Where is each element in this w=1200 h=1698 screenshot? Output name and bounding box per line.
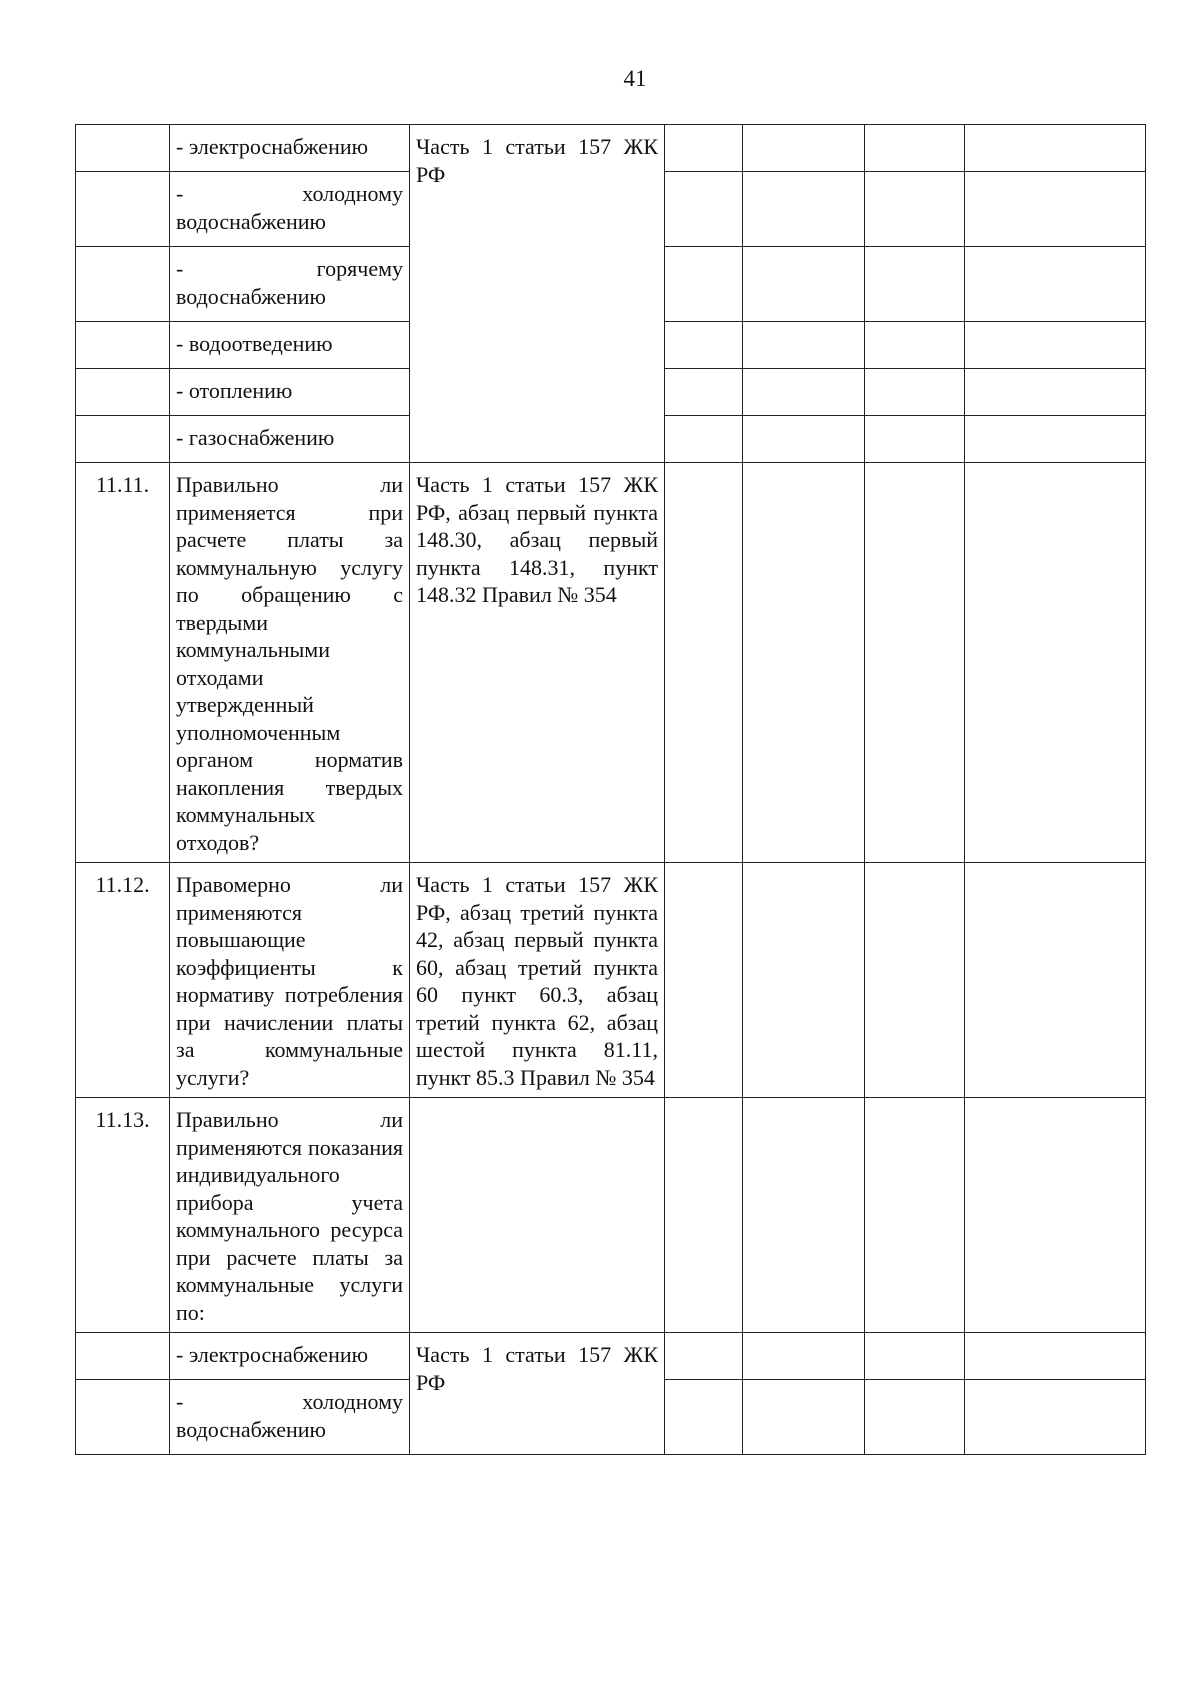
answer-cell xyxy=(665,322,743,369)
answer-cell xyxy=(743,1333,865,1380)
row-number-cell: 11.11. xyxy=(76,463,170,863)
row-number-cell xyxy=(76,125,170,172)
answer-cell xyxy=(665,247,743,322)
answer-cell xyxy=(865,1333,965,1380)
checklist-table xyxy=(75,124,1146,1455)
answer-cell xyxy=(865,416,965,463)
answer-cell xyxy=(743,322,865,369)
legal-basis-cell: Часть 1 статьи 157 ЖК РФ xyxy=(410,125,665,463)
answer-cell xyxy=(865,369,965,416)
question-cell: Правильно ли применяется при расчете платы за коммунальную услугу по обращению с твердыми коммунальными отходами утвержденный уполномоченным органом норматив накопления твердых коммунальных отходов? xyxy=(170,463,410,863)
comment-cell xyxy=(965,172,1146,247)
page-number: 41 xyxy=(623,66,647,91)
row-number-cell xyxy=(76,322,170,369)
comment-cell xyxy=(965,1333,1146,1380)
answer-cell xyxy=(865,247,965,322)
answer-cell xyxy=(665,1098,743,1333)
sub-item-cell: - электроснабжению xyxy=(170,1333,410,1380)
comment-cell xyxy=(965,463,1146,863)
table-row xyxy=(76,1098,1146,1333)
row-number-cell xyxy=(76,247,170,322)
table-row xyxy=(76,463,1146,863)
sub-item-cell: - водоотведению xyxy=(170,322,410,369)
comment-cell xyxy=(965,1380,1146,1455)
row-number-cell xyxy=(76,416,170,463)
answer-cell xyxy=(743,1380,865,1455)
answer-cell xyxy=(743,172,865,247)
answer-cell xyxy=(743,863,865,1098)
answer-cell xyxy=(665,172,743,247)
sub-item-cell: - холодному водоснабжению xyxy=(170,172,410,247)
question-cell: Правомерно ли применяются повышающие коэффициенты к нормативу потребления при начислении платы за коммунальные услуги? xyxy=(170,863,410,1098)
answer-cell xyxy=(665,1380,743,1455)
row-number-cell xyxy=(76,1380,170,1455)
answer-cell xyxy=(865,172,965,247)
answer-cell xyxy=(743,247,865,322)
row-number-cell xyxy=(76,369,170,416)
table-row xyxy=(76,863,1146,1098)
answer-cell xyxy=(743,369,865,416)
sub-item-cell: - отоплению xyxy=(170,369,410,416)
comment-cell xyxy=(965,247,1146,322)
legal-basis-cell: Часть 1 статьи 157 ЖК РФ, абзац первый пункта 148.30, абзац первый пункта 148.31, пункт 148.32 Правил № 354 xyxy=(410,463,665,863)
row-number-cell: 11.12. xyxy=(76,863,170,1098)
answer-cell xyxy=(665,369,743,416)
answer-cell xyxy=(665,463,743,863)
answer-cell xyxy=(865,1380,965,1455)
answer-cell xyxy=(865,863,965,1098)
legal-basis-cell xyxy=(410,1098,665,1333)
row-number-cell xyxy=(76,172,170,247)
comment-cell xyxy=(965,416,1146,463)
table-row xyxy=(76,125,1146,172)
sub-item-cell: - холодному водоснабжению xyxy=(170,1380,410,1455)
answer-cell xyxy=(865,1098,965,1333)
answer-cell xyxy=(743,416,865,463)
answer-cell xyxy=(743,463,865,863)
comment-cell xyxy=(965,1098,1146,1333)
answer-cell xyxy=(865,125,965,172)
answer-cell xyxy=(743,125,865,172)
answer-cell xyxy=(865,463,965,863)
sub-item-cell: - горячему водоснабжению xyxy=(170,247,410,322)
answer-cell xyxy=(665,416,743,463)
answer-cell xyxy=(665,863,743,1098)
legal-basis-cell: Часть 1 статьи 157 ЖК РФ, абзац третий пункта 42, абзац первый пункта 60, абзац третий пункта 60 пункт 60.3, абзац третий пункта 62, абзац шестой пункта 81.11, пункт 85.3 Правил № 354 xyxy=(410,863,665,1098)
comment-cell xyxy=(965,369,1146,416)
answer-cell xyxy=(743,1098,865,1333)
comment-cell xyxy=(965,863,1146,1098)
answer-cell xyxy=(865,322,965,369)
comment-cell xyxy=(965,125,1146,172)
sub-item-cell: - газоснабжению xyxy=(170,416,410,463)
row-number-cell: 11.13. xyxy=(76,1098,170,1333)
answer-cell xyxy=(665,125,743,172)
legal-basis-cell: Часть 1 статьи 157 ЖК РФ xyxy=(410,1333,665,1455)
question-cell: Правильно ли применяются показания индивидуального прибора учета коммунального ресурса при расчете платы за коммунальные услуги по: xyxy=(170,1098,410,1333)
row-number-cell xyxy=(76,1333,170,1380)
table-row xyxy=(76,1333,1146,1380)
sub-item-cell: - электроснабжению xyxy=(170,125,410,172)
answer-cell xyxy=(665,1333,743,1380)
comment-cell xyxy=(965,322,1146,369)
